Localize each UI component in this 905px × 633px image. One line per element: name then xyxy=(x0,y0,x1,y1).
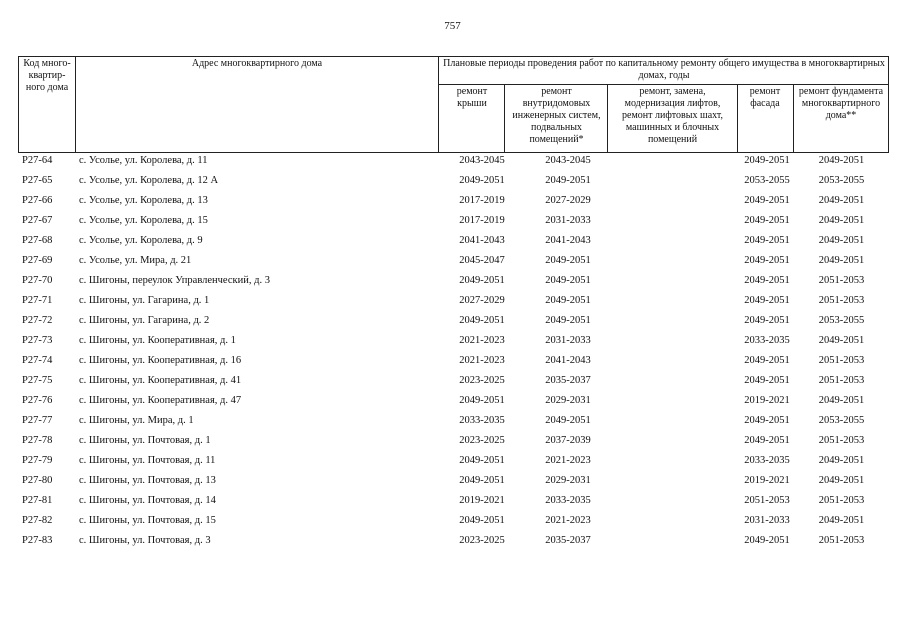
row-code: Р27-74 xyxy=(22,355,53,366)
header-periods: Плановые периоды проведения работ по капитальному ремонту общего имущества в многоквартирных домах, годы xyxy=(443,58,885,81)
table-row xyxy=(18,293,889,313)
row-address: с. Шигоны, ул. Почтовая, д. 3 xyxy=(79,535,211,546)
row-facade: 2033-2035 xyxy=(744,455,790,466)
row-roof: 2049-2051 xyxy=(459,515,505,526)
row-code: Р27-78 xyxy=(22,435,53,446)
row-roof: 2021-2023 xyxy=(459,355,505,366)
row-address: с. Шигоны, ул. Кооперативная, д. 16 xyxy=(79,355,242,366)
row-address: с. Шигоны, ул. Почтовая, д. 13 xyxy=(79,475,216,486)
row-engineering: 2035-2037 xyxy=(545,535,591,546)
row-address: с. Шигоны, ул. Почтовая, д. 14 xyxy=(79,495,216,506)
row-foundation: 2049-2051 xyxy=(818,215,865,226)
row-foundation: 2049-2051 xyxy=(818,235,865,246)
row-foundation: 2049-2051 xyxy=(818,335,865,346)
row-foundation: 2051-2053 xyxy=(818,275,865,286)
row-facade: 2049-2051 xyxy=(744,355,790,366)
row-roof: 2049-2051 xyxy=(459,275,505,286)
row-code: Р27-82 xyxy=(22,515,53,526)
header-lift: ремонт, замена, модернизация лифтов, ремонт лифтовых шахт, машинных и блочных помещений xyxy=(622,86,723,145)
row-roof: 2049-2051 xyxy=(459,175,505,186)
row-address: с. Шигоны, ул. Кооперативная, д. 47 xyxy=(79,395,242,406)
table-row xyxy=(18,233,889,253)
row-roof: 2049-2051 xyxy=(459,315,505,326)
row-address: с. Шигоны, ул. Мира, д. 1 xyxy=(79,415,194,426)
row-facade: 2053-2055 xyxy=(744,175,790,186)
row-engineering: 2049-2051 xyxy=(545,315,591,326)
row-facade: 2019-2021 xyxy=(744,475,790,486)
table-row xyxy=(18,513,889,533)
row-foundation: 2051-2053 xyxy=(818,495,865,506)
row-facade: 2031-2033 xyxy=(744,515,790,526)
row-engineering: 2031-2033 xyxy=(545,335,591,346)
table-row xyxy=(18,333,889,353)
row-facade: 2033-2035 xyxy=(744,335,790,346)
row-address: с. Шигоны, ул. Почтовая, д. 1 xyxy=(79,435,211,446)
row-code: Р27-69 xyxy=(22,255,53,266)
row-foundation: 2049-2051 xyxy=(818,475,865,486)
table-row xyxy=(18,273,889,293)
table-header xyxy=(18,56,889,153)
table-row xyxy=(18,413,889,433)
row-engineering: 2049-2051 xyxy=(545,275,591,286)
row-foundation: 2051-2053 xyxy=(818,295,865,306)
table-row xyxy=(18,493,889,513)
row-code: Р27-65 xyxy=(22,175,53,186)
row-code: Р27-79 xyxy=(22,455,53,466)
row-facade: 2049-2051 xyxy=(744,535,790,546)
table-row xyxy=(18,313,889,333)
row-engineering: 2049-2051 xyxy=(545,415,591,426)
row-code: Р27-75 xyxy=(22,375,53,386)
row-roof: 2017-2019 xyxy=(459,195,505,206)
row-code: Р27-73 xyxy=(22,335,53,346)
row-foundation: 2051-2053 xyxy=(818,355,865,366)
row-engineering: 2049-2051 xyxy=(545,175,591,186)
row-facade: 2049-2051 xyxy=(744,415,790,426)
row-foundation: 2051-2053 xyxy=(818,375,865,386)
row-roof: 2041-2043 xyxy=(459,235,505,246)
row-roof: 2023-2025 xyxy=(459,535,505,546)
row-code: Р27-67 xyxy=(22,215,53,226)
row-engineering: 2035-2037 xyxy=(545,375,591,386)
row-code: Р27-81 xyxy=(22,495,53,506)
row-facade: 2049-2051 xyxy=(744,155,790,166)
table-row xyxy=(18,473,889,493)
row-roof: 2045-2047 xyxy=(459,255,505,266)
row-address: с. Шигоны, ул. Гагарина, д. 1 xyxy=(79,295,210,306)
row-code: Р27-83 xyxy=(22,535,53,546)
table-row xyxy=(18,393,889,413)
table-row xyxy=(18,353,889,373)
row-address: с. Усолье, ул. Королева, д. 11 xyxy=(79,155,208,166)
row-engineering: 2041-2043 xyxy=(545,355,591,366)
row-address: с. Усолье, ул. Королева, д. 9 xyxy=(79,235,203,246)
row-roof: 2027-2029 xyxy=(459,295,505,306)
row-foundation: 2053-2055 xyxy=(818,175,865,186)
row-roof: 2021-2023 xyxy=(459,335,505,346)
table-row xyxy=(18,433,889,453)
row-address: с. Усолье, ул. Королева, д. 12 А xyxy=(79,175,219,186)
row-foundation: 2049-2051 xyxy=(818,515,865,526)
row-engineering: 2027-2029 xyxy=(545,195,591,206)
row-foundation: 2053-2055 xyxy=(818,315,865,326)
table-row xyxy=(18,193,889,213)
row-code: Р27-80 xyxy=(22,475,53,486)
row-address: с. Усолье, ул. Королева, д. 15 xyxy=(79,215,208,226)
row-facade: 2049-2051 xyxy=(744,315,790,326)
row-roof: 2049-2051 xyxy=(459,395,505,406)
table-row xyxy=(18,533,889,553)
row-engineering: 2031-2033 xyxy=(545,215,591,226)
row-code: Р27-68 xyxy=(22,235,53,246)
row-address: с. Шигоны, ул. Почтовая, д. 15 xyxy=(79,515,216,526)
row-address: с. Шигоны, ул. Гагарина, д. 2 xyxy=(79,315,210,326)
row-address: с. Усолье, ул. Мира, д. 21 xyxy=(79,255,192,266)
header-foundation: ремонт фундамента многоквартирного дома** xyxy=(798,86,884,121)
row-address: с. Усолье, ул. Королева, д. 13 xyxy=(79,195,208,206)
row-facade: 2049-2051 xyxy=(744,295,790,306)
row-foundation: 2053-2055 xyxy=(818,415,865,426)
header-facade: ремонт фасада xyxy=(749,86,781,109)
row-engineering: 2021-2023 xyxy=(545,515,591,526)
row-code: Р27-77 xyxy=(22,415,53,426)
header-engineering: ремонт внутридомовых инженерных систем, подвальных помещений* xyxy=(512,86,601,145)
table-row xyxy=(18,153,889,173)
row-address: с. Шигоны, ул. Почтовая, д. 11 xyxy=(79,455,216,466)
row-code: Р27-64 xyxy=(22,155,53,166)
row-code: Р27-71 xyxy=(22,295,53,306)
row-foundation: 2051-2053 xyxy=(818,535,865,546)
row-foundation: 2049-2051 xyxy=(818,255,865,266)
row-code: Р27-66 xyxy=(22,195,53,206)
table-row xyxy=(18,253,889,273)
row-facade: 2049-2051 xyxy=(744,195,790,206)
row-facade: 2049-2051 xyxy=(744,255,790,266)
table-row xyxy=(18,173,889,193)
row-address: с. Шигоны, ул. Кооперативная, д. 1 xyxy=(79,335,236,346)
row-roof: 2017-2019 xyxy=(459,215,505,226)
table-row xyxy=(18,453,889,473)
row-engineering: 2029-2031 xyxy=(545,395,591,406)
row-roof: 2019-2021 xyxy=(459,495,505,506)
row-foundation: 2049-2051 xyxy=(818,195,865,206)
table-row xyxy=(18,213,889,233)
table-row xyxy=(18,373,889,393)
row-engineering: 2049-2051 xyxy=(545,255,591,266)
row-engineering: 2049-2051 xyxy=(545,295,591,306)
row-roof: 2043-2045 xyxy=(459,155,505,166)
row-facade: 2049-2051 xyxy=(744,435,790,446)
row-foundation: 2049-2051 xyxy=(818,395,865,406)
row-address: с. Шигоны, ул. Кооперативная, д. 41 xyxy=(79,375,242,386)
row-facade: 2049-2051 xyxy=(744,375,790,386)
row-facade: 2049-2051 xyxy=(744,275,790,286)
row-facade: 2051-2053 xyxy=(744,495,790,506)
row-facade: 2019-2021 xyxy=(744,395,790,406)
row-roof: 2033-2035 xyxy=(459,415,505,426)
header-code: Код много-квартир-ного дома xyxy=(23,58,71,93)
row-foundation: 2049-2051 xyxy=(818,455,865,466)
row-code: Р27-70 xyxy=(22,275,53,286)
row-address: с. Шигоны, переулок Управленческий, д. 3 xyxy=(79,275,270,286)
row-facade: 2049-2051 xyxy=(744,235,790,246)
row-engineering: 2029-2031 xyxy=(545,475,591,486)
row-engineering: 2021-2023 xyxy=(545,455,591,466)
row-roof: 2049-2051 xyxy=(459,455,505,466)
row-facade: 2049-2051 xyxy=(744,215,790,226)
header-roof: ремонт крыши xyxy=(456,86,488,109)
page-number: 757 xyxy=(444,20,461,32)
row-roof: 2023-2025 xyxy=(459,435,505,446)
row-engineering: 2037-2039 xyxy=(545,435,591,446)
row-engineering: 2043-2045 xyxy=(545,155,591,166)
row-roof: 2049-2051 xyxy=(459,475,505,486)
row-code: Р27-72 xyxy=(22,315,53,326)
row-engineering: 2041-2043 xyxy=(545,235,591,246)
header-address: Адрес многоквартирного дома xyxy=(191,58,323,69)
row-foundation: 2051-2053 xyxy=(818,435,865,446)
row-engineering: 2033-2035 xyxy=(545,495,591,506)
row-roof: 2023-2025 xyxy=(459,375,505,386)
row-code: Р27-76 xyxy=(22,395,53,406)
row-foundation: 2049-2051 xyxy=(818,155,865,166)
